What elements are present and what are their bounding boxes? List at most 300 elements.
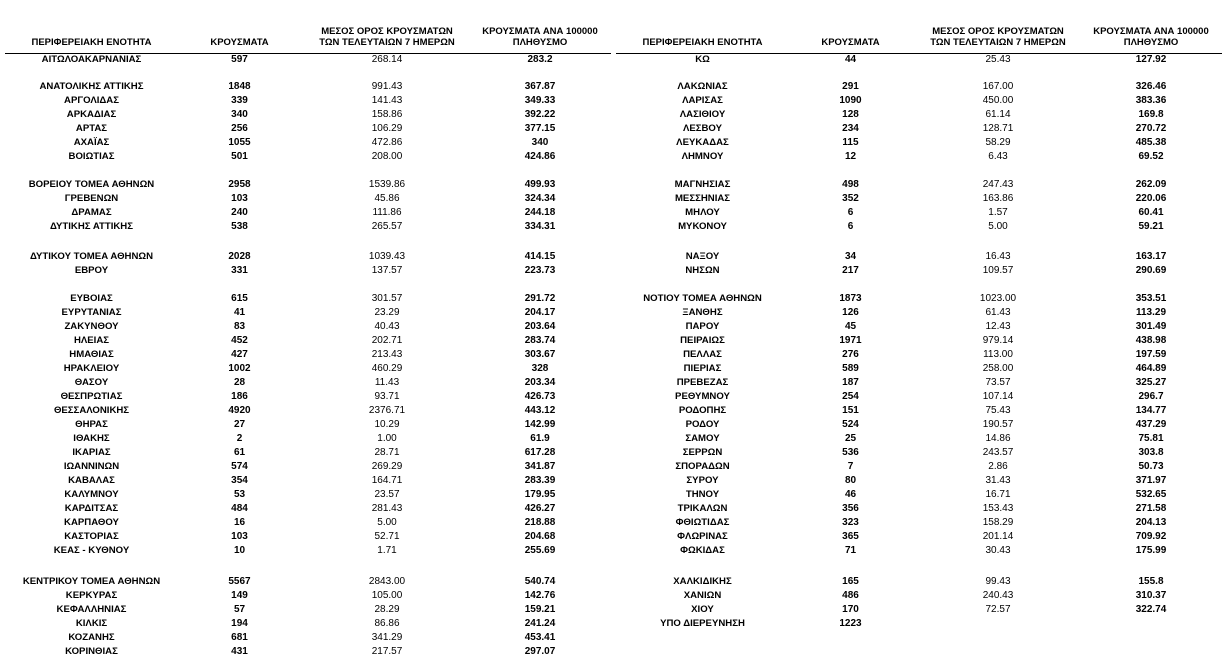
cases-cell: 128 xyxy=(842,109,859,120)
per100k-cell: 424.86 xyxy=(524,151,556,162)
avg7-cell: 107.14 xyxy=(982,391,1014,402)
region-cell: ΦΛΩΡΙΝΑΣ xyxy=(677,531,728,542)
region-cell: ΧΑΛΚΙΔΙΚΗΣ xyxy=(673,576,732,587)
region-cell: ΥΠΟ ΔΙΕΡΕΥΝΗΣΗ xyxy=(660,618,745,629)
region-cell: ΓΡΕΒΕΝΩΝ xyxy=(64,193,119,204)
per100k-cell: 262.09 xyxy=(1135,179,1167,190)
table-row xyxy=(0,603,611,617)
avg7-cell: 1539.86 xyxy=(368,179,406,190)
cases-cell: 27 xyxy=(233,419,246,430)
per100k-cell: 60.41 xyxy=(1138,207,1164,218)
table-row xyxy=(611,320,1222,334)
cases-cell: 45 xyxy=(844,321,857,332)
table-row xyxy=(0,292,611,306)
avg7-cell: 25.43 xyxy=(985,54,1011,65)
table-row xyxy=(0,53,611,67)
cases-cell: 331 xyxy=(231,265,248,276)
avg7-cell: 30.43 xyxy=(985,545,1011,556)
cases-cell: 103 xyxy=(231,531,248,542)
table-row xyxy=(611,474,1222,488)
avg7-cell: 240.43 xyxy=(982,590,1014,601)
region-cell: ΡΕΘΥΜΝΟΥ xyxy=(675,391,730,402)
region-cell: ΦΩΚΙΔΑΣ xyxy=(680,545,725,556)
region-cell: ΚΙΛΚΙΣ xyxy=(75,618,108,629)
avg7-cell: 217.57 xyxy=(371,646,403,657)
cases-cell: 149 xyxy=(231,590,248,601)
per100k-cell: 204.17 xyxy=(524,307,556,318)
cases-cell: 71 xyxy=(844,545,857,556)
cases-cell: 597 xyxy=(231,54,248,65)
region-cell: ΠΑΡΟΥ xyxy=(685,321,720,332)
table-row xyxy=(611,530,1222,544)
table-row xyxy=(611,418,1222,432)
header-avg7: ΜΕΣΟΣ ΟΡΟΣ ΚΡΟΥΣΜΑΤΩΝ ΤΩΝ ΤΕΛΕΥΤΑΙΩΝ 7 ΗΜΕΡΩΝ xyxy=(319,26,455,48)
region-cell: ΧΑΝΙΩΝ xyxy=(683,590,722,601)
per100k-cell: 203.64 xyxy=(524,321,556,332)
header-region: ΠΕΡΙΦΕΡΕΙΑΚΗ ΕΝΟΤΗΤΑ xyxy=(642,37,763,48)
table-row xyxy=(611,53,1222,67)
table-row xyxy=(611,80,1222,94)
region-cell: ΛΕΣΒΟΥ xyxy=(682,123,723,134)
table-row xyxy=(611,150,1222,164)
table-row xyxy=(0,432,611,446)
region-cell: ΗΜΑΘΙΑΣ xyxy=(69,349,114,360)
region-cell: ΑΡΤΑΣ xyxy=(75,123,108,134)
region-cell: ΑΡΓΟΛΙΔΑΣ xyxy=(64,95,119,106)
per100k-cell: 244.18 xyxy=(524,207,556,218)
avg7-cell: 31.43 xyxy=(985,475,1011,486)
per100k-cell: 204.13 xyxy=(1135,517,1167,528)
table-row xyxy=(0,516,611,530)
cases-cell: 431 xyxy=(231,646,248,657)
per100k-cell: 310.37 xyxy=(1135,590,1167,601)
region-cell: ΚΕΡΚΥΡΑΣ xyxy=(65,590,118,601)
cases-cell: 356 xyxy=(842,503,859,514)
table-row xyxy=(0,362,611,376)
per100k-cell: 426.73 xyxy=(524,391,556,402)
per100k-cell: 270.72 xyxy=(1135,123,1167,134)
table-row xyxy=(611,334,1222,348)
avg7-cell: 167.00 xyxy=(982,81,1014,92)
table-row xyxy=(0,94,611,108)
avg7-cell: 5.00 xyxy=(988,221,1008,232)
avg7-cell: 1.71 xyxy=(377,545,397,556)
per100k-cell: 532.65 xyxy=(1135,489,1167,500)
table-row xyxy=(611,589,1222,603)
region-cell: ΣΕΡΡΩΝ xyxy=(682,447,723,458)
avg7-cell: 113.00 xyxy=(983,349,1013,360)
header-cases: ΚΡΟΥΣΜΑΤΑ xyxy=(821,37,880,48)
region-cell: ΘΕΣΠΡΩΤΙΑΣ xyxy=(60,391,123,402)
region-cell: ΒΟΙΩΤΙΑΣ xyxy=(68,151,115,162)
cases-cell: 34 xyxy=(844,251,857,262)
per100k-cell: 334.31 xyxy=(524,221,556,232)
per100k-cell: 392.22 xyxy=(524,109,556,120)
region-cell: ΜΑΓΝΗΣΙΑΣ xyxy=(674,179,731,190)
cases-cell: 16 xyxy=(233,517,246,528)
region-cell: ΜΗΛΟΥ xyxy=(685,207,720,218)
cases-cell: 28 xyxy=(233,377,246,388)
per100k-cell: 617.28 xyxy=(524,447,556,458)
header-avg7: ΜΕΣΟΣ ΟΡΟΣ ΚΡΟΥΣΜΑΤΩΝ ΤΩΝ ΤΕΛΕΥΤΑΙΩΝ 7 ΗΜΕΡΩΝ xyxy=(930,26,1066,48)
avg7-cell: 472.86 xyxy=(371,137,403,148)
cases-cell: 53 xyxy=(233,489,246,500)
table-row xyxy=(611,404,1222,418)
avg7-cell: 86.86 xyxy=(374,618,400,629)
region-cell: ΚΑΣΤΟΡΙΑΣ xyxy=(64,531,119,542)
cases-cell: 41 xyxy=(233,307,246,318)
cases-cell: 4920 xyxy=(228,405,251,416)
cases-cell: 1055 xyxy=(228,137,251,148)
region-cell: ΝΟΤΙΟΥ ΤΟΜΕΑ ΑΘΗΝΩΝ xyxy=(643,293,762,304)
avg7-cell: 2843.00 xyxy=(368,576,406,587)
per100k-cell: 322.74 xyxy=(1135,604,1167,615)
table-row xyxy=(611,617,1222,631)
per100k-cell: 271.58 xyxy=(1135,503,1167,514)
table-row xyxy=(611,544,1222,558)
cases-cell: 187 xyxy=(842,377,859,388)
region-cell: ΜΥΚΟΝΟΥ xyxy=(678,221,727,232)
per100k-cell: 438.98 xyxy=(1135,335,1167,346)
avg7-cell: 45.86 xyxy=(374,193,400,204)
cases-cell: 323 xyxy=(842,517,859,528)
table-row xyxy=(611,264,1222,278)
per100k-cell: 426.27 xyxy=(524,503,556,514)
right-table xyxy=(611,0,1222,659)
cases-cell: 151 xyxy=(842,405,859,416)
cases-cell: 1971 xyxy=(839,335,862,346)
cases-cell: 256 xyxy=(231,123,248,134)
cases-cell: 615 xyxy=(231,293,248,304)
table-row xyxy=(0,544,611,558)
region-cell: ΚΕΦΑΛΛΗΝΙΑΣ xyxy=(56,604,127,615)
avg7-cell: 72.57 xyxy=(985,604,1011,615)
avg7-cell: 105.00 xyxy=(371,590,403,601)
avg7-cell: 208.00 xyxy=(371,151,403,162)
per100k-cell: 175.99 xyxy=(1135,545,1167,556)
cases-cell: 2958 xyxy=(228,179,251,190)
table-row xyxy=(0,575,611,589)
avg7-cell: 190.57 xyxy=(982,419,1014,430)
table-row xyxy=(611,122,1222,136)
cases-cell: 2028 xyxy=(228,251,251,262)
cases-cell: 1002 xyxy=(228,363,251,374)
per100k-cell: 296.7 xyxy=(1138,391,1164,402)
table-row xyxy=(0,390,611,404)
avg7-cell: 52.71 xyxy=(374,531,400,542)
table-row xyxy=(0,645,611,659)
per100k-cell: 437.29 xyxy=(1135,419,1167,430)
header-per100k: ΚΡΟΥΣΜΑΤΑ ΑΝΑ 100000 ΠΛΗΘΥΣΜΟ xyxy=(482,26,598,48)
right-table-header xyxy=(611,0,1222,54)
region-cell: ΛΗΜΝΟΥ xyxy=(681,151,724,162)
per100k-cell: 69.52 xyxy=(1138,151,1164,162)
region-cell: ΠΕΛΛΑΣ xyxy=(683,349,722,360)
cases-cell: 574 xyxy=(231,461,248,472)
cases-cell: 61 xyxy=(233,447,246,458)
region-cell: ΑΧΑΪΑΣ xyxy=(73,137,110,148)
region-cell: ΚΑΡΠΑΘΟΥ xyxy=(64,517,119,528)
per100k-cell: 50.73 xyxy=(1138,461,1164,472)
avg7-cell: 141.43 xyxy=(371,95,403,106)
region-cell: ΕΥΡΥΤΑΝΙΑΣ xyxy=(61,307,122,318)
avg7-cell: 269.29 xyxy=(371,461,403,472)
avg7-cell: 28.71 xyxy=(374,447,400,458)
cases-cell: 524 xyxy=(842,419,859,430)
region-cell: ΠΕΙΡΑΙΩΣ xyxy=(680,335,725,346)
avg7-cell: 10.29 xyxy=(374,419,400,430)
region-cell: ΘΕΣΣΑΛΟΝΙΚΗΣ xyxy=(53,405,130,416)
region-cell: ΗΡΑΚΛΕΙΟΥ xyxy=(63,363,120,374)
cases-cell: 126 xyxy=(842,307,859,318)
cases-cell: 115 xyxy=(842,137,859,148)
cases-cell: 5567 xyxy=(228,576,251,587)
table-row xyxy=(0,488,611,502)
per100k-cell: 377.15 xyxy=(524,123,556,134)
per100k-cell: 485.38 xyxy=(1135,137,1167,148)
table-row xyxy=(611,220,1222,234)
table-row xyxy=(0,589,611,603)
table-row xyxy=(611,488,1222,502)
cases-cell: 498 xyxy=(842,179,859,190)
table-row xyxy=(0,460,611,474)
cases-cell: 217 xyxy=(842,265,859,276)
table-row xyxy=(0,136,611,150)
avg7-cell: 450.00 xyxy=(982,95,1014,106)
table-row xyxy=(611,292,1222,306)
table-row xyxy=(0,150,611,164)
cases-cell: 354 xyxy=(231,475,248,486)
table-row xyxy=(611,502,1222,516)
avg7-cell: 265.57 xyxy=(371,221,403,232)
region-cell: ΚΑΡΔΙΤΣΑΣ xyxy=(64,503,119,514)
region-cell: ΕΒΡΟΥ xyxy=(74,265,109,276)
cases-cell: 589 xyxy=(842,363,859,374)
table-row xyxy=(0,250,611,264)
region-cell: ΚΩ xyxy=(695,54,710,65)
cases-cell: 10 xyxy=(233,545,246,556)
region-cell: ΣΑΜΟΥ xyxy=(685,433,720,444)
table-row xyxy=(611,516,1222,530)
per100k-cell: 453.41 xyxy=(524,632,556,643)
header-per100k: ΚΡΟΥΣΜΑΤΑ ΑΝΑ 100000 ΠΛΗΘΥΣΜΟ xyxy=(1093,26,1209,48)
avg7-cell: 16.71 xyxy=(985,489,1011,500)
table-row xyxy=(611,306,1222,320)
per100k-cell: 283.74 xyxy=(524,335,556,346)
table-row xyxy=(611,390,1222,404)
avg7-cell: 58.29 xyxy=(985,137,1011,148)
region-cell: ΤΗΝΟΥ xyxy=(685,489,720,500)
region-cell: ΠΙΕΡΙΑΣ xyxy=(683,363,722,374)
per100k-cell: 325.27 xyxy=(1135,377,1167,388)
per100k-cell: 197.59 xyxy=(1135,349,1167,360)
region-cell: ΠΡΕΒΕΖΑΣ xyxy=(676,377,729,388)
region-cell: ΒΟΡΕΙΟΥ ΤΟΜΕΑ ΑΘΗΝΩΝ xyxy=(28,179,155,190)
cases-cell: 240 xyxy=(231,207,248,218)
region-cell: ΕΥΒΟΙΑΣ xyxy=(70,293,113,304)
region-cell: ΖΑΚΥΝΘΟΥ xyxy=(64,321,119,332)
table-row xyxy=(0,418,611,432)
region-cell: ΚΑΒΑΛΑΣ xyxy=(68,475,115,486)
cases-cell: 484 xyxy=(231,503,248,514)
avg7-cell: 301.57 xyxy=(371,293,403,304)
avg7-cell: 247.43 xyxy=(982,179,1014,190)
avg7-cell: 163.86 xyxy=(982,193,1014,204)
per100k-cell: 328 xyxy=(531,363,549,374)
table-row xyxy=(611,206,1222,220)
region-cell: ΤΡΙΚΑΛΩΝ xyxy=(677,503,728,514)
cases-cell: 25 xyxy=(844,433,857,444)
table-row xyxy=(611,362,1222,376)
avg7-cell: 158.86 xyxy=(371,109,403,120)
region-cell: ΡΟΔΟΥ xyxy=(685,419,720,430)
cases-cell: 7 xyxy=(847,461,854,472)
region-cell: ΛΑΚΩΝΙΑΣ xyxy=(677,81,728,92)
cases-cell: 12 xyxy=(844,151,857,162)
avg7-cell: 23.29 xyxy=(374,307,400,318)
region-cell: ΜΕΣΣΗΝΙΑΣ xyxy=(674,193,731,204)
per100k-cell: 223.73 xyxy=(524,265,556,276)
cases-cell: 501 xyxy=(231,151,248,162)
cases-cell: 452 xyxy=(231,335,248,346)
region-cell: ΛΑΡΙΣΑΣ xyxy=(682,95,723,106)
region-cell: ΚΟΖΑΝΗΣ xyxy=(68,632,115,643)
cases-cell: 80 xyxy=(844,475,857,486)
per100k-cell: 367.87 xyxy=(524,81,556,92)
avg7-cell: 164.71 xyxy=(371,475,403,486)
table-row xyxy=(611,446,1222,460)
region-cell: ΛΑΣΙΘΙΟΥ xyxy=(679,109,726,120)
per100k-cell: 203.34 xyxy=(524,377,556,388)
region-cell: ΝΑΞΟΥ xyxy=(685,251,720,262)
avg7-cell: 6.43 xyxy=(988,151,1008,162)
avg7-cell: 111.86 xyxy=(372,207,402,218)
table-row xyxy=(0,264,611,278)
per100k-cell: 709.92 xyxy=(1135,531,1167,542)
cases-cell: 194 xyxy=(231,618,248,629)
cases-cell: 186 xyxy=(231,391,248,402)
table-row xyxy=(0,530,611,544)
per100k-cell: 134.77 xyxy=(1135,405,1167,416)
region-cell: ΚΕΑΣ - ΚΥΘΝΟΥ xyxy=(53,545,130,556)
per100k-cell: 241.24 xyxy=(524,618,556,629)
per100k-cell: 169.8 xyxy=(1138,109,1164,120)
region-cell: ΑΙΤΩΛΟΑΚΑΡΝΑΝΙΑΣ xyxy=(41,54,142,65)
per100k-cell: 540.74 xyxy=(524,576,556,587)
avg7-cell: 99.43 xyxy=(985,576,1011,587)
per100k-cell: 303.8 xyxy=(1138,447,1164,458)
avg7-cell: 201.14 xyxy=(982,531,1014,542)
region-cell: ΝΗΣΩΝ xyxy=(685,265,720,276)
cases-cell: 57 xyxy=(233,604,246,615)
avg7-cell: 93.71 xyxy=(374,391,400,402)
region-cell: ΡΟΔΟΠΗΣ xyxy=(678,405,727,416)
per100k-cell: 414.15 xyxy=(524,251,556,262)
per100k-cell: 341.87 xyxy=(524,461,556,472)
region-cell: ΑΝΑΤΟΛΙΚΗΣ ΑΤΤΙΚΗΣ xyxy=(39,81,144,92)
table-row xyxy=(0,178,611,192)
cases-cell: 6 xyxy=(847,221,854,232)
table-row xyxy=(611,178,1222,192)
header-region: ΠΕΡΙΦΕΡΕΙΑΚΗ ΕΝΟΤΗΤΑ xyxy=(31,37,152,48)
avg7-cell: 243.57 xyxy=(982,447,1014,458)
table-row xyxy=(0,617,611,631)
cases-cell: 536 xyxy=(842,447,859,458)
table-row xyxy=(0,80,611,94)
region-cell: ΔΥΤΙΚΟΥ ΤΟΜΕΑ ΑΘΗΝΩΝ xyxy=(29,251,154,262)
per100k-cell: 283.39 xyxy=(524,475,556,486)
region-cell: ΣΥΡΟΥ xyxy=(686,475,719,486)
cases-cell: 2 xyxy=(236,433,243,444)
avg7-cell: 106.29 xyxy=(371,123,403,134)
avg7-cell: 14.86 xyxy=(985,433,1011,444)
table-row xyxy=(0,474,611,488)
avg7-cell: 281.43 xyxy=(371,503,403,514)
per100k-cell: 464.89 xyxy=(1135,363,1167,374)
per100k-cell: 291.72 xyxy=(524,293,556,304)
region-cell: ΣΠΟΡΑΔΩΝ xyxy=(675,461,730,472)
table-row xyxy=(0,631,611,645)
table-row xyxy=(611,136,1222,150)
cases-cell: 486 xyxy=(842,590,859,601)
cases-cell: 352 xyxy=(842,193,859,204)
region-cell: ΦΘΙΩΤΙΔΑΣ xyxy=(675,517,730,528)
header-cases: ΚΡΟΥΣΜΑΤΑ xyxy=(210,37,269,48)
avg7-cell: 258.00 xyxy=(982,363,1014,374)
region-cell: ΘΑΣΟΥ xyxy=(74,377,109,388)
table-row xyxy=(611,460,1222,474)
cases-cell: 1223 xyxy=(839,618,862,629)
per100k-cell: 301.49 xyxy=(1135,321,1167,332)
cases-cell: 6 xyxy=(847,207,854,218)
cases-cell: 46 xyxy=(844,489,857,500)
table-row xyxy=(0,306,611,320)
avg7-cell: 158.29 xyxy=(982,517,1014,528)
table-row xyxy=(611,348,1222,362)
avg7-cell: 202.71 xyxy=(371,335,403,346)
per100k-cell: 349.33 xyxy=(524,95,556,106)
per100k-cell: 443.12 xyxy=(524,405,556,416)
per100k-cell: 326.46 xyxy=(1135,81,1167,92)
per100k-cell: 204.68 xyxy=(524,531,556,542)
avg7-cell: 1.00 xyxy=(377,433,397,444)
cases-cell: 291 xyxy=(842,81,859,92)
table-row xyxy=(611,432,1222,446)
region-cell: ΚΑΛΥΜΝΟΥ xyxy=(64,489,119,500)
cases-cell: 254 xyxy=(842,391,859,402)
avg7-cell: 16.43 xyxy=(985,251,1011,262)
per100k-cell: 61.9 xyxy=(530,433,550,444)
avg7-cell: 28.29 xyxy=(374,604,400,615)
per100k-cell: 155.8 xyxy=(1138,576,1164,587)
per100k-cell: 59.21 xyxy=(1138,221,1164,232)
per100k-cell: 353.51 xyxy=(1135,293,1167,304)
cases-cell: 103 xyxy=(231,193,248,204)
table-row xyxy=(611,376,1222,390)
region-cell: ΗΛΕΙΑΣ xyxy=(73,335,110,346)
per100k-cell: 297.07 xyxy=(524,646,556,657)
table-row xyxy=(0,220,611,234)
per100k-cell: 283.2 xyxy=(527,54,553,65)
table-row xyxy=(611,192,1222,206)
avg7-cell: 23.57 xyxy=(374,489,400,500)
per100k-cell: 218.88 xyxy=(524,517,556,528)
region-cell: ΙΘΑΚΗΣ xyxy=(73,433,110,444)
cases-cell: 681 xyxy=(231,632,248,643)
per100k-cell: 255.69 xyxy=(524,545,556,556)
cases-cell: 339 xyxy=(231,95,248,106)
table-row xyxy=(0,122,611,136)
